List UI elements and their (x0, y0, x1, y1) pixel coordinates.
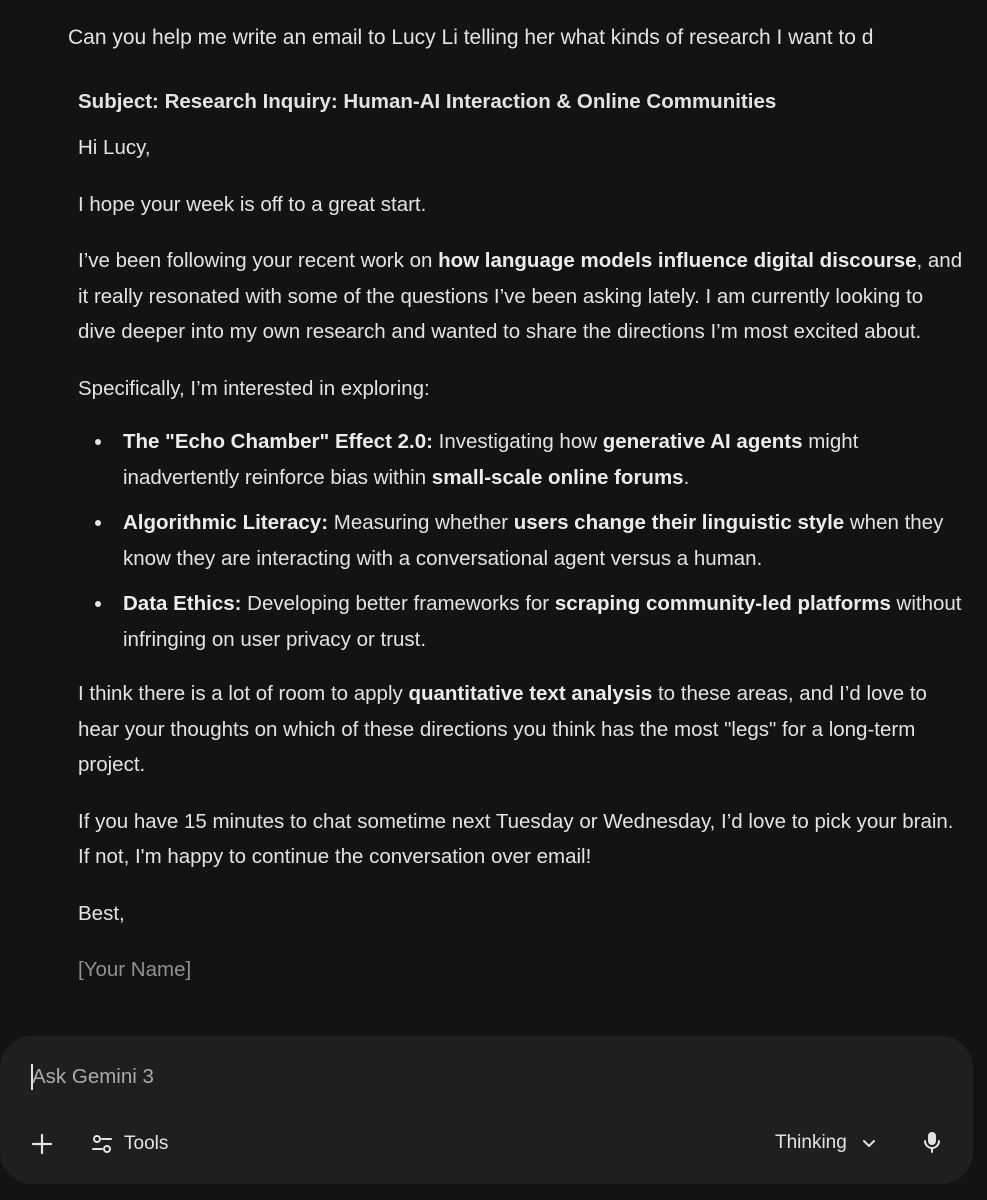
paragraph-text: I’ve been following your recent work on (78, 249, 439, 272)
tools-button[interactable] (90, 1126, 168, 1162)
microphone-icon (921, 1130, 943, 1154)
list-item (123, 424, 966, 495)
email-list-intro: Specifically, I’m interested in exploring: (78, 376, 430, 400)
list-item-text: Measuring whether (328, 511, 514, 534)
paragraph-text: to these areas, and I’d love to hear your thoughts on which of these directions you think has the most "legs" for a long-term project. (78, 682, 927, 776)
tools-sliders-icon (90, 1132, 114, 1156)
list-item-title: Data Ethics: (123, 592, 242, 615)
prompt-composer (0, 1036, 973, 1184)
list-item-emphasis: scraping community-led platforms (554, 592, 891, 615)
paragraph-emphasis: how language models influence digital discourse (438, 249, 917, 272)
prompt-input[interactable] (32, 1062, 932, 1092)
email-paragraph-3: If you have 15 minutes to chat sometime next Tuesday or Wednesday, I’d love to pick your brain. If not, I'm happy to continue the conversation over email! (78, 809, 954, 868)
list-item-text: might inadvertently reinforce bias within (123, 430, 859, 489)
add-attachment-button[interactable] (22, 1124, 62, 1164)
email-greeting: Hi Lucy, (78, 136, 151, 159)
list-item-title: The "Echo Chamber" Effect 2.0: (123, 430, 433, 453)
paragraph-emphasis: quantitative text analysis (408, 682, 653, 705)
list-item (123, 505, 966, 576)
plus-icon (31, 1133, 53, 1155)
list-item-emphasis: users change their linguistic style (513, 511, 845, 534)
paragraph-text: , and it really resonated with some of the questions I’ve been asking lately. I am currently looking to dive deeper into my own research and wanted to share the directions I’m most excited about. (78, 249, 963, 343)
tools-label: Tools (124, 1133, 169, 1154)
text-caret (31, 1064, 33, 1090)
chevron-down-icon (861, 1135, 877, 1151)
user-prompt (0, 22, 980, 54)
list-item-text: when they know they are interacting with a conversational agent versus a human. (123, 511, 944, 570)
paragraph-text: I think there is a lot of room to apply (78, 682, 409, 705)
user-prompt-text: Can you help me write an email to Lucy Li telling her what kinds of research I want to d (68, 26, 874, 49)
model-mode-selector[interactable] (775, 1124, 877, 1162)
email-signature: [Your Name] (78, 958, 192, 981)
model-response (78, 86, 966, 988)
email-subject: Subject: Research Inquiry: Human-AI Interaction & Online Communities (78, 90, 777, 113)
email-paragraph-2 (78, 676, 966, 783)
email-paragraph-1 (78, 243, 966, 350)
list-item-text: without infringing on user privacy or trust. (123, 592, 962, 651)
list-item-title: Algorithmic Literacy: (123, 511, 329, 534)
list-item-text: Developing better frameworks for (241, 592, 555, 615)
list-item-text: Investigating how (432, 430, 603, 453)
email-signoff: Best, (78, 901, 125, 925)
microphone-button[interactable] (912, 1122, 952, 1162)
list-item-emphasis: generative AI agents (602, 430, 803, 453)
mode-label: Thinking (775, 1132, 847, 1153)
research-topics-list (78, 424, 966, 657)
list-item (123, 586, 966, 657)
list-item-emphasis: small-scale online forums (431, 465, 684, 489)
email-opening: I hope your week is off to a great start. (78, 192, 427, 216)
list-item-text: . (683, 465, 690, 489)
